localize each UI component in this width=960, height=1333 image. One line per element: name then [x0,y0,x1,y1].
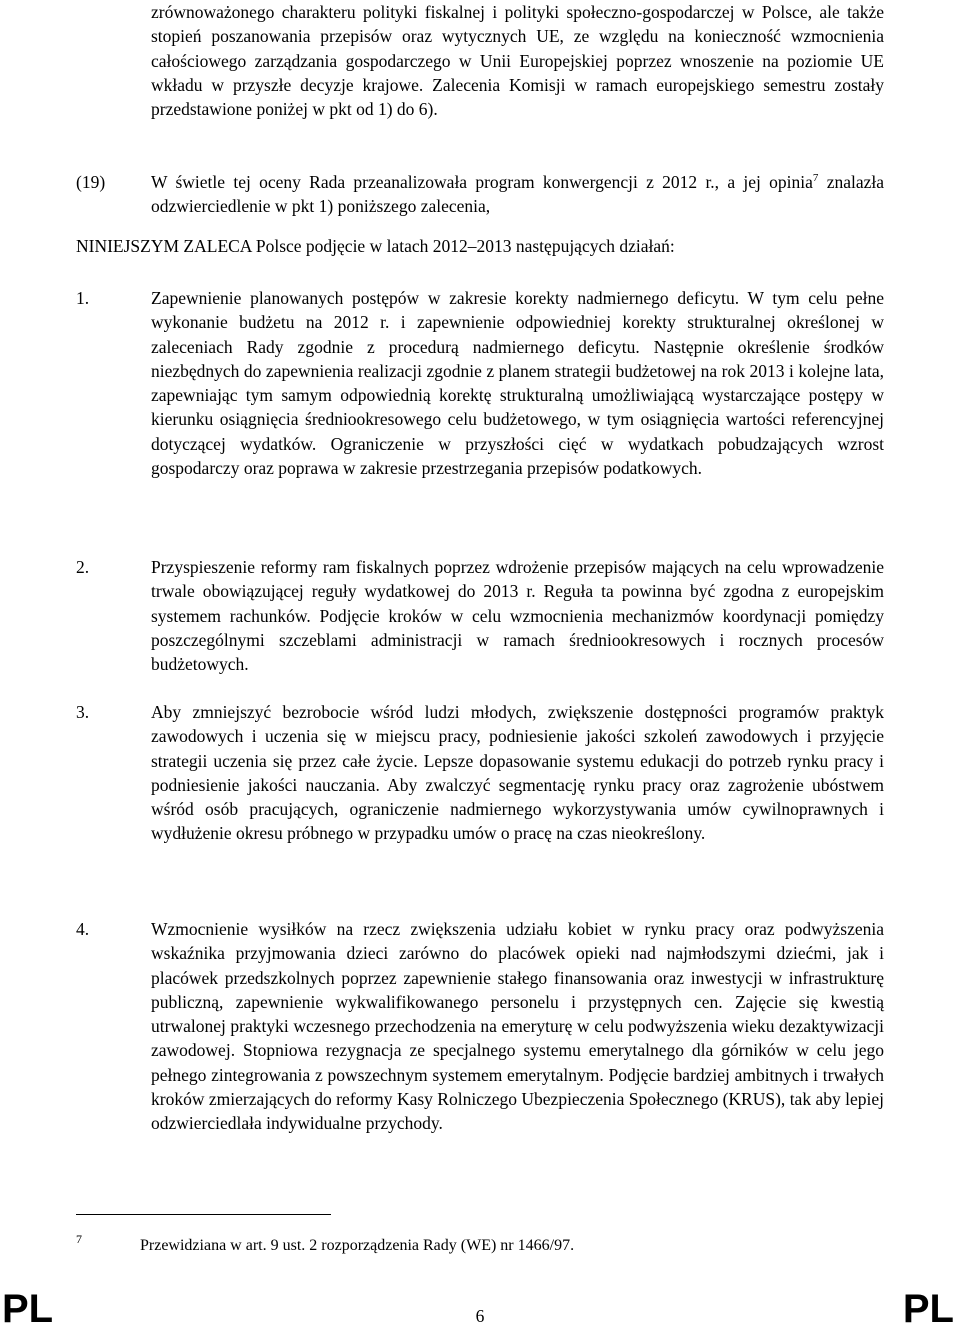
item-number: 2. [76,557,90,577]
recital-text-before: W świetle tej oceny Rada przeanalizowała program konwergencji z 2012 r., a jej opinia [151,172,813,192]
footnote-text: Przewidziana w art. 9 ust. 2 rozporządzenia Rady (WE) nr 1466/97. [140,1237,575,1254]
recital-paragraph [151,170,884,219]
list-item: Wzmocnienie wysiłków na rzecz zwiększenia udziału kobiet w rynku pracy oraz podwyższenia wskaźnika przyjmowania dzieci zarówno do placówek opieki nad najmłodszymi dziećmi, jak i placówek przedszkolnych poprzez zapewnienie stałego finansowania oraz inwestycji w infrastrukturę publiczną, zapewnienie wykwalifikowanego personelu i przystępnych cen. Zajęcie się kwestią utrwalonej praktyki wczesnego przechodzenia na emeryturę w celu podwyższenia wieku dezaktywizacji zawodowej. Stopniowa rezygnacja ze specjalnego systemu emerytalnego dla górników w celu jego pełnego zintegrowania z powszechnym systemem emerytalnym. Podjęcie bardziej ambitnych i trwałych kroków zmierzających do reformy Kasy Rolniczego Ubezpieczenia Społecznego (KRUS), tak aby lepiej odzwierciedlała indywidualne przychody. [151,919,884,1134]
recital-number: (19) [76,172,106,192]
footnote-reference[interactable]: 7 [812,172,819,185]
language-code-left: PL [2,1287,54,1331]
language-code-right: PL [902,1287,954,1331]
list-item: Przyspieszenie reformy ram fiskalnych poprzez wdrożenie przepisów mających na celu wprowadzenie trwale obowiązującej reguły wydatkowej do 2013 r. Reguła ta powinna być zgodna z europejskim systemem rachunków. Podjęcie kroków w celu wzmocnienia mechanizmów koordynacji pomiędzy poszczególnymi szczeblami administracji w ramach średniookresowych i rocznych procesów budżetowych. [151,557,884,675]
recital-text-after: znalazła odzwierciedlenie w pkt 1) poniższego zalecenia, [151,172,884,217]
list-item: Aby zmniejszyć bezrobocie wśród ludzi młodych, zwiększenie dostępności programów praktyk zawodowych i uczenia się w miejscu pracy, podniesienie jakości szkoleń zawodowych i przyjęcie strategii uczenia się przez całe życie. Lepsze dopasowanie systemu edukacji do potrzeb rynku pracy i podniesienie jakości nauczania. Aby zwalczyć segmentację rynku pracy oraz zagrożenie ubóstwem wśród osób pracujących, ograniczenie nadmiernego wykorzystywania umów cywilnoprawnych i wydłużenie okresu próbnego w przypadku umów o pracę na czas nieokreślony. [151,702,884,844]
list-item: Zapewnienie planowanych postępów w zakresie korekty nadmiernego deficytu. W tym celu pełne wykonanie budżetu na 2012 r. i zapewnienie odpowiedniej korekty strukturalnej określonej w zaleceniach Rady zgodnie z procedurą nadmiernego deficytu. Następnie określenie środków niezbędnych do zapewnienia realizacji zgodnie z planem strategii budżetowej na rok 2013 i kolejne lata, zapewniając tym samym odpowiednią korektę strukturalną umożliwiającą wystarczające postępy w kierunku osiągnięcia średniookresowego celu budżetowego, w tym osiągnięcia wartości referencyjnej dotyczącej wydatków. Ograniczenie w przyszłości cięć w wydatkach pobudzających wzrost gospodarczy oraz poprawa w zakresie przestrzegania przepisów podatkowych. [151,288,884,479]
recommendation-intro: NINIEJSZYM ZALECA Polsce podjęcie w latach 2012–2013 następujących działań: [76,236,675,256]
item-number: 4. [76,919,90,939]
item-number: 3. [76,702,90,722]
page-number: 6 [475,1306,485,1326]
item-number: 1. [76,288,90,308]
footnote-divider [76,1214,331,1215]
footnote-mark: 7 [76,1232,82,1246]
continuation-paragraph: zrównoważonego charakteru polityki fiskalnej i polityki społeczno-gospodarczej w Polsce, ale także stopień poszanowania przepisów oraz wytycznych UE, ze względu na konieczność wzmocnienia całościowego zarządzania gospodarczego w Unii Europejskiej poprzez wnoszenie na poziomie UE wkładu w przyszłe decyzje krajowe. Zalecenia Komisji w ramach europejskiego semestru zostały przedstawione poniżej w pkt od 1) do 6). [151,2,884,120]
